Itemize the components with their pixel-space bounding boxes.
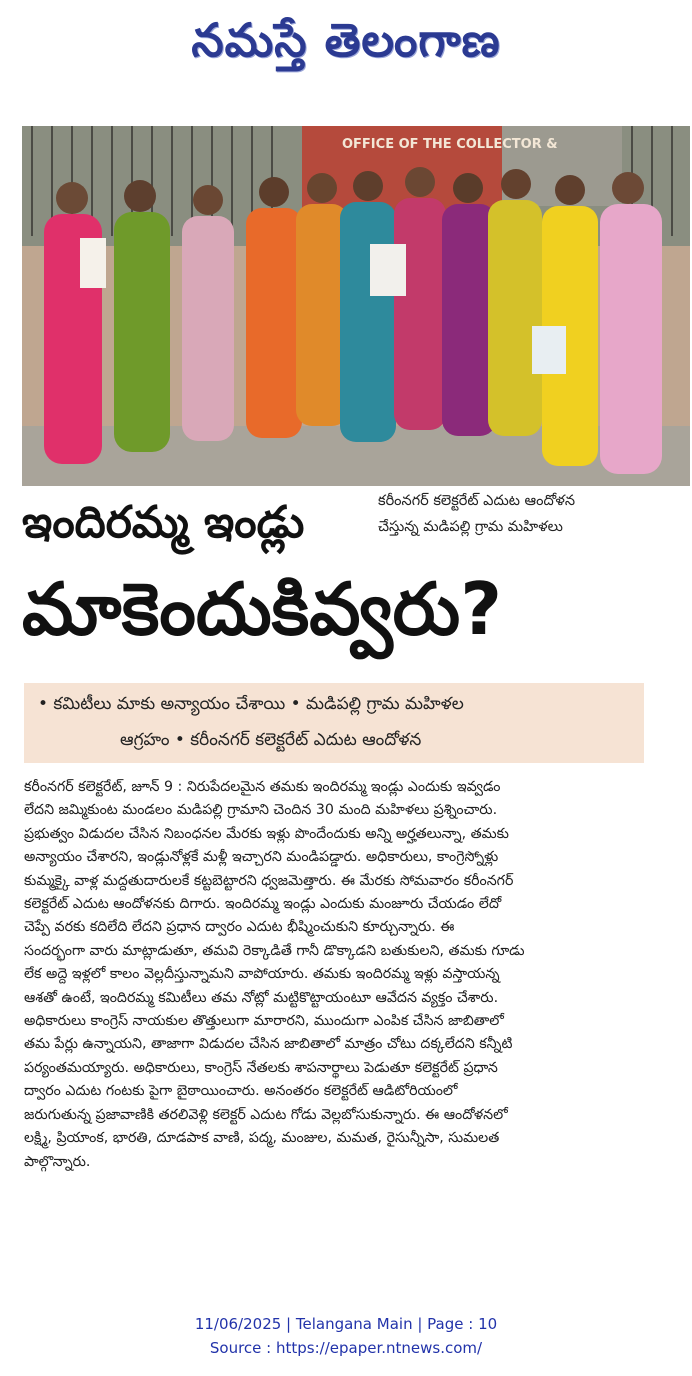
photo-caption	[378, 488, 638, 540]
news-photo	[22, 126, 690, 486]
body-line: ద్వారం ఎదుట గంటకు పైగా బైఠాయించారు. అనంతరం కలెక్టరేట్ ఆడిటోరియంలో	[24, 1083, 458, 1100]
masthead	[0, 8, 692, 72]
body-line: చెప్పే వరకు కదిలేది లేదని ప్రధాన ద్వారం ఎదుట భీష్మించుకుని కూర్చున్నారు. ఈ	[24, 919, 455, 936]
body-line: ఆశతో ఉంటే, ఇందిరమ్మ కమిటీలు తమ నోట్లో మట్టికొట్టాయంటూ ఆవేదన వ్యక్తం చేశారు.	[24, 989, 499, 1006]
caption-line-1: కరీంనగర్ కలెక్టరేట్ ఎదుట ఆందోళన	[378, 493, 576, 509]
body-line: అన్యాయం చేశారని, ఇండ్లునోళ్లకే మళ్లీ ఇచ్చారని మండిపడ్డారు. అధికారులు, కాంగ్రెస్నోళ్లు	[24, 849, 499, 866]
body-line: తమ పేర్లు ఉన్నాయని, తాజాగా విడుదల చేసిన జాబితాలో మాత్రం చోటు దక్కలేదని కన్నీటి	[24, 1036, 513, 1053]
headline-kicker: ఇందిరమ్మ ఇండ్లు	[22, 497, 305, 548]
body-line: జరుగుతున్న ప్రజావాణికి తరలివెళ్లి కలెక్టర్ ఎదుట గోడు వెల్లబోసుకున్నారు. ఈ ఆందోళనలో	[24, 1106, 508, 1123]
caption-line-2: చేస్తున్న మడిపల్లి గ్రామ మహిళలు	[378, 519, 563, 535]
body-line: లేదని జమ్మికుంట మండలం మడిపల్లి గ్రామాని చెందిన 30 మంది మహిళలు ప్రశ్నించారు.	[24, 802, 498, 819]
body-line: కరీంనగర్ కలెక్టరేట్, జూన్ 9 : నిరుపేదలమైన తమకు ఇందిరమ్మ ఇండ్లు ఎందుకు ఇవ్వడం	[24, 779, 501, 795]
masthead-title: నమస్తే తెలంగాణ	[191, 13, 501, 67]
body-line: లేక అద్దె ఇళ్లలో కాలం వెల్లదీస్తున్నామని వాపోయారు. తమకు ఇందిరమ్మ ఇళ్లు వస్తాయన్న	[24, 966, 500, 983]
footer-source-link[interactable]: Source : https://epaper.ntnews.com/	[209, 1339, 483, 1357]
body-line: అధికారులు కాంగ్రెస్ నాయకుల తొత్తులుగా మారారని, ముందుగా ఎంపిక చేసిన జాబితాలో	[24, 1013, 504, 1030]
sign-text: OFFICE OF THE COLLECTOR &	[342, 137, 558, 152]
body-line: కలెక్టరేట్ ఎదుట ఆందోళనకు దిగారు. ఇందిరమ్మ ఇండ్లు ఎందుకు మంజూరు చేయడం లేదో	[24, 896, 502, 913]
body-line: ప్రభుత్వం విడుదల చేసిన నిబంధనల మేరకు ఇళ్లు పొందేందుకు అన్ని అర్హతలున్నా, తమకు	[24, 825, 509, 842]
page-footer	[0, 1312, 692, 1360]
headline-main: మాకెందుకివ్వరు?	[22, 567, 502, 651]
article-body	[24, 776, 652, 1174]
subhead-box	[24, 683, 644, 763]
subhead-line-2: ఆగ్రహం • కరీంనగర్ కలెక్టరేట్ ఎదుట ఆందోళన	[120, 730, 422, 750]
body-line: పాల్గొన్నారు.	[24, 1153, 91, 1170]
body-line: కుమ్మక్కై వాళ్ల మద్దతుదారులకే కట్టబెట్టారని ధ్వజమెత్తారు. ఈ మేరకు సోమవారం కరీంనగర్	[24, 872, 514, 889]
footer-edition-info: 11/06/2025 | Telangana Main | Page : 10	[194, 1315, 498, 1333]
women-group	[44, 167, 662, 474]
body-line: పర్యంతమయ్యారు. అధికారులు, కాంగ్రెస్ నేతలకు శాపనార్థాలు పెడుతూ కలెక్టరేట్ ప్రధాన	[24, 1059, 498, 1076]
subhead-line-1: • కమిటీలు మాకు అన్యాయం చేశాయి • మడిపల్లి గ్రామ మహిళల	[38, 694, 464, 714]
body-line: సందర్భంగా వారు మాట్లాడుతూ, తమవి రెక్కాడితే గానీ డొక్కాడని బతుకులని, తమకు గూడు	[24, 942, 525, 959]
protest-photo-illustration	[22, 126, 690, 486]
body-line: లక్ష్మి, ప్రియాంక, భారతి, దూడపాక వాణి, పద్మ, మంజుల, మమత, రైసున్నీసా, సుమలత	[24, 1130, 500, 1147]
